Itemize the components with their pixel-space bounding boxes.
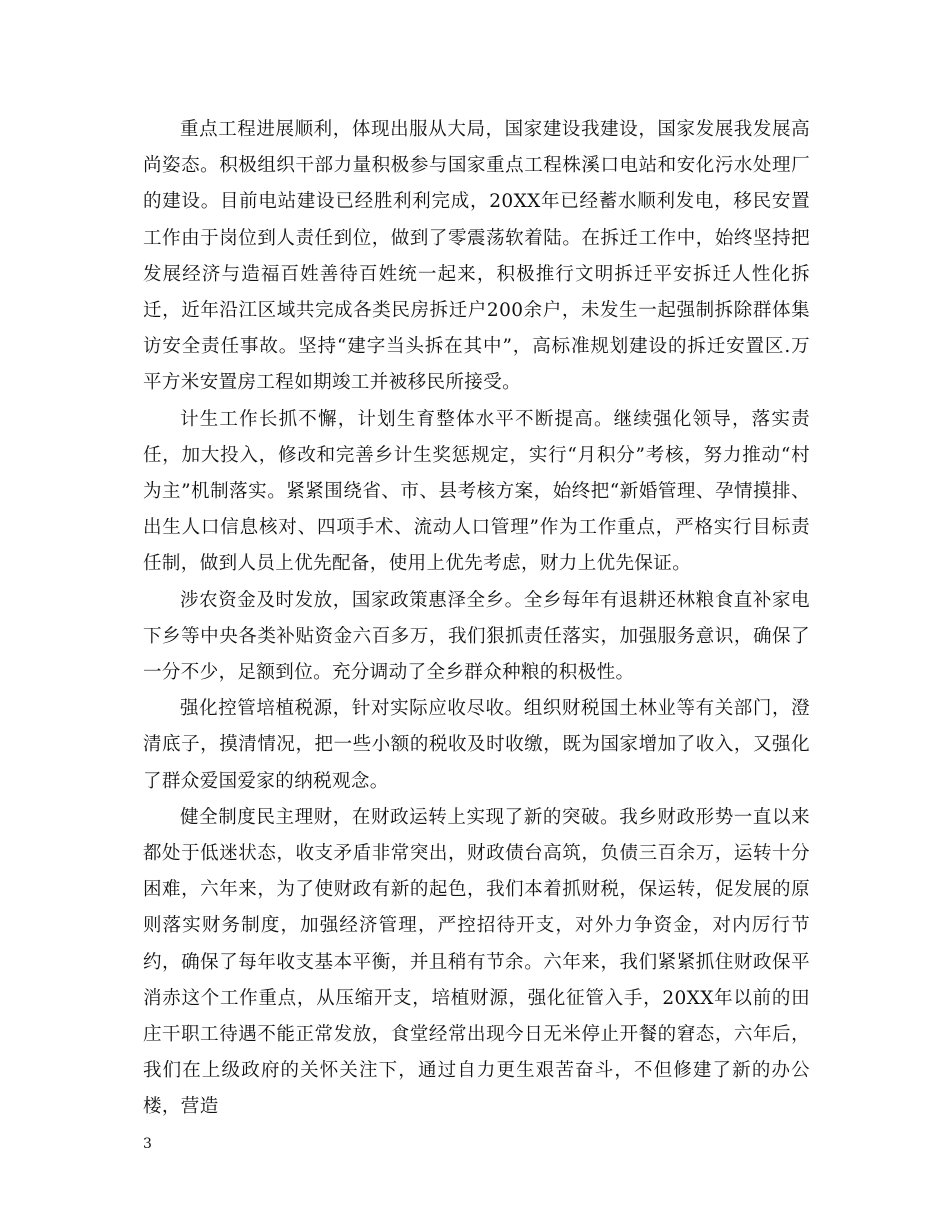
body-text — [143, 112, 810, 1126]
paragraph-family-planning: 计生工作长抓不懈，计划生育整体水平不断提高。继续强化领导，落实责任，加大投入，修改和完善乡计生奖惩规定，实行“月积分”考核，努力推动“村为主”机制落实。紧紧围绕省、市、县考核方案，始终把“新婚管理、孕情摸排、出生人口信息核对、四项手术、流动人口管理”作为工作重点，严格实行目标责任制，做到人员上优先配备，使用上优先考虑，财力上优先保证。 — [143, 408, 810, 575]
paragraph-tax-sources: 强化控管培植税源，针对实际应收尽收。组织财税国土林业等有关部门，澄清底子，摸清情况，把一些小额的税收及时收缴，既为国家增加了收入，又强化了群众爱国爱家的纳税观念。 — [143, 698, 810, 792]
page-number: 3 — [143, 1136, 152, 1152]
paragraph-key-projects: 重点工程进展顺利，体现出服从大局，国家建设我建设，国家发展我发展高尚姿态。积极组织干部力量积极参与国家重点工程株溪口电站和安化污水处理厂的建设。目前电站建设已经胜利利完成，20XX年已经蓄水顺利发电，移民安置工作由于岗位到人责任到位，做到了零震荡软着陆。在拆迁工作中，始终坚持把发展经济与造福百姓善待百姓统一起来，积极推行文明拆迁平安拆迁人性化拆迁，近年沿江区域共完成各类民房拆迁户200余户，未发生一起强制拆除群体集访安全责任事故。坚持“建字当头拆在其中”，高标准规划建设的拆迁安置区.万平方米安置房工程如期竣工并被移民所接受。 — [143, 119, 810, 394]
paragraph-agricultural-funds: 涉农资金及时发放，国家政策惠泽全乡。全乡每年有退耕还林粮食直补家电下乡等中央各类补贴资金六百多万，我们狠抓责任落实，加强服务意识，确保了一分不少，足额到位。充分调动了全乡群众种粮的积极性。 — [143, 589, 810, 684]
paragraph-financial-management: 健全制度民主理财，在财政运转上实现了新的突破。我乡财政形势一直以来都处于低迷状态，收支矛盾非常突出，财政债台高筑，负债三百余万，运转十分困难，六年来，为了使财政有新的起色，我们本着抓财税，保运转，促发展的原则落实财务制度，加强经济管理，严控招待开支，对外力争资金，对内厉行节约，确保了每年收支基本平衡，并且稍有节余。六年来，我们紧紧抓住财政保平消赤这个工作重点，从压缩开支，培植财源，强化征管入手，20XX年以前的田庄干职工待遇不能正常发放，食堂经常出现今日无米停止开餐的窘态，六年后，我们在上级政府的关怀关注下，通过自力更生艰苦奋斗，不但修建了新的办公楼，营造 — [143, 806, 810, 1118]
